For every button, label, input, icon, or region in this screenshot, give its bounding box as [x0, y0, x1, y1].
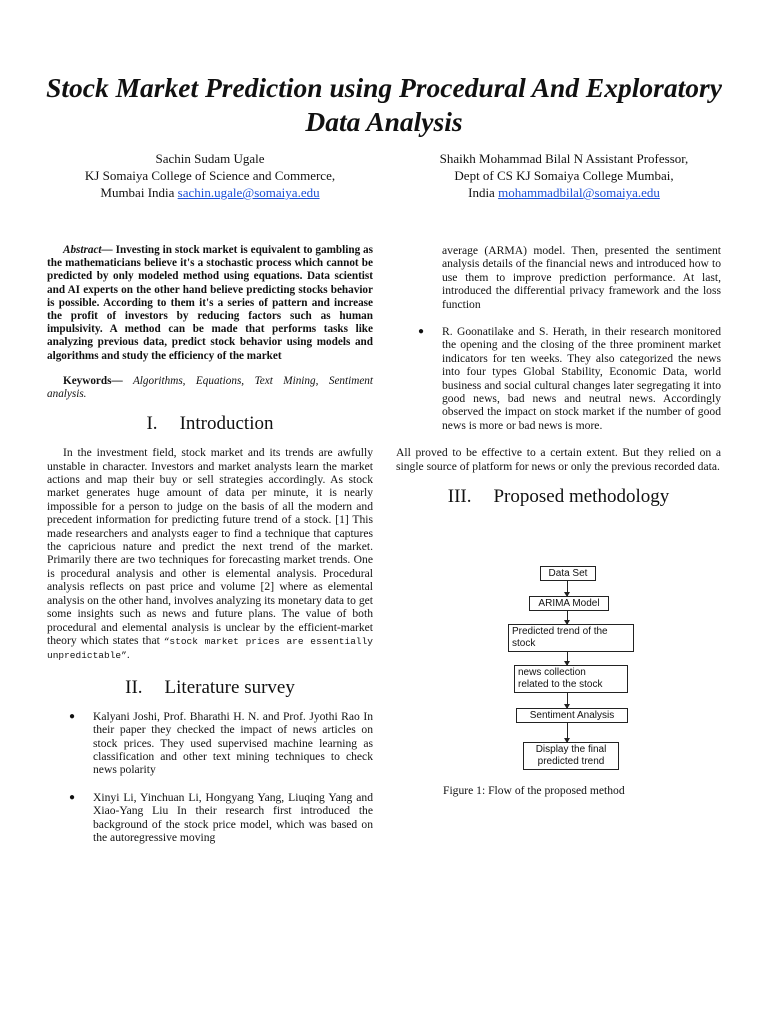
bullet-icon: ●: [418, 326, 425, 338]
flow-arrow: [567, 693, 568, 708]
author-1-affiliation: KJ Somaiya College of Science and Commerce,: [84, 168, 336, 183]
section-heading-introduction: I. Introduction: [146, 413, 274, 435]
author-1-location: Mumbai India sachin.ugale@somaiya.edu: [100, 185, 320, 200]
flow-arrow: [567, 611, 568, 624]
abstract-text: Investing in stock market is equivalent to gambling as the mathematicians believe it's a stochastic process which cannot be predicted by only modeled method using equations. Data scientist and AI experts on the other hand believe predicting stocks behavior is possible. According to them it's a series of pattern and increase the profit of investors by reducing factors such as human impulsivity. A method can be made that performs tasks like analyzing previous data, predict stock behavior using models and algorithms and study the efficiency of the market: [47, 244, 373, 362]
author-2-location: India mohammadbilal@somaiya.edu: [468, 185, 660, 200]
keywords-label: Keywords—: [63, 374, 123, 387]
list-item: ● Kalyani Joshi, Prof. Bharathi H. N. and Prof. Jyothi Rao In their paper they checked the impact of news articles on stock prices. They used supervised machine learning as classification and other text mining techniques to check news polarity: [69, 709, 373, 777]
flow-arrow: [567, 652, 568, 665]
abstract-label: Abstract—: [63, 244, 113, 256]
author-2-affiliation: Dept of CS KJ Somaiya College Mumbai,: [454, 168, 674, 183]
author-2-name: Shaikh Mohammad Bilal N Assistant Professor,: [439, 151, 689, 166]
abstract: [47, 244, 373, 363]
left-column: [47, 244, 373, 858]
flow-step-sentiment-analysis: Sentiment Analysis: [516, 708, 628, 723]
section-heading-literature: II. Literature survey: [125, 676, 295, 698]
section-heading-methodology: III. Proposed methodology: [447, 486, 670, 508]
flowchart: [496, 560, 646, 775]
literature-continuation: average (ARMA) model. Then, presented the sentiment analysis details of the financial news and introduced how to use them to improve prediction performance. At last, introduced the differential privacy framework and the loss function: [442, 244, 721, 311]
list-item: ● R. Goonatilake and S. Herath, in their research monitored the opening and the closing of the three prominent market indicators for ten weeks. They also categorized the news into four types Global Stability, Economic Data, world business and social cultural changes later segregating it into good news, bad news and neutral news. Accordingly observed the impact on stock market if the number of good news is more or bad news is more.: [418, 325, 721, 432]
list-item: ● Xinyi Li, Yinchuan Li, Hongyang Yang, Liuqing Yang and Xiao-Yang Liu In their research first introduced the background of the stock price model, which was based on the autoregressive moving: [69, 790, 373, 844]
author-block-1: [50, 150, 370, 201]
author-1-email-link[interactable]: sachin.ugale@somaiya.edu: [177, 185, 320, 200]
author-1-name: Sachin Sudam Ugale: [155, 151, 265, 166]
flow-step-predicted-trend: Predicted trend of the stock: [508, 624, 634, 652]
literature-list-continued: [396, 325, 721, 432]
flow-arrow: [567, 581, 568, 596]
keywords: [47, 375, 373, 401]
flow-step-news-collection: news collection related to the stock: [514, 665, 628, 693]
bullet-icon: ●: [69, 710, 76, 722]
flow-step-data-set: Data Set: [540, 566, 596, 581]
flow-step-arima-model: ARIMA Model: [529, 596, 609, 611]
introduction-paragraph: In the investment field, stock market and its trends are awfully unstable in character. Investors and market analysts learn the market actions and map their buy or sell strategies accordingly. As stock market generates huge amount of data per minute, it is nearly impossible for a person to judge on the basis of all the modern and precedent information for predicting future trend of a stock. [1] This made researchers and analysts eager to find a technique that captures the capricious nature and predict the next trend of the market. Primarily there are two techniques for forecasting market trends. One is procedural analysis and other is elemental analysis. Procedural analysis reflects on past price and volume [2] where as elemental analysis on the other hand, involves analyzing its monetary data to get some insights such as news and future plans. The value of both procedural and elemental analysis is unclear by the efficient-market theory which states that “stock market prices are essentially unpredictable”.: [47, 446, 373, 662]
literature-closing: All proved to be effective to a certain extent. But they relied on a single source of platform for news or only the previous recorded data.: [396, 446, 721, 473]
bullet-icon: ●: [69, 791, 76, 803]
flow-step-display-trend: Display the final predicted trend: [523, 742, 619, 770]
author-block-2: [404, 150, 724, 201]
figure-caption: Figure 1: Flow of the proposed method: [443, 784, 625, 797]
keywords-text: Algorithms, Equations, Text Mining, Sentiment analysis.: [47, 374, 373, 401]
paper-title: Stock Market Prediction using Procedural And Exploratory Data Analysis: [46, 72, 722, 137]
literature-list: [47, 710, 373, 845]
flow-arrow: [567, 723, 568, 742]
right-column: [396, 244, 721, 519]
quoted-statement: “stock market prices are essentially unpredictable”: [47, 635, 373, 662]
author-2-email-link[interactable]: mohammadbilal@somaiya.edu: [498, 185, 660, 200]
